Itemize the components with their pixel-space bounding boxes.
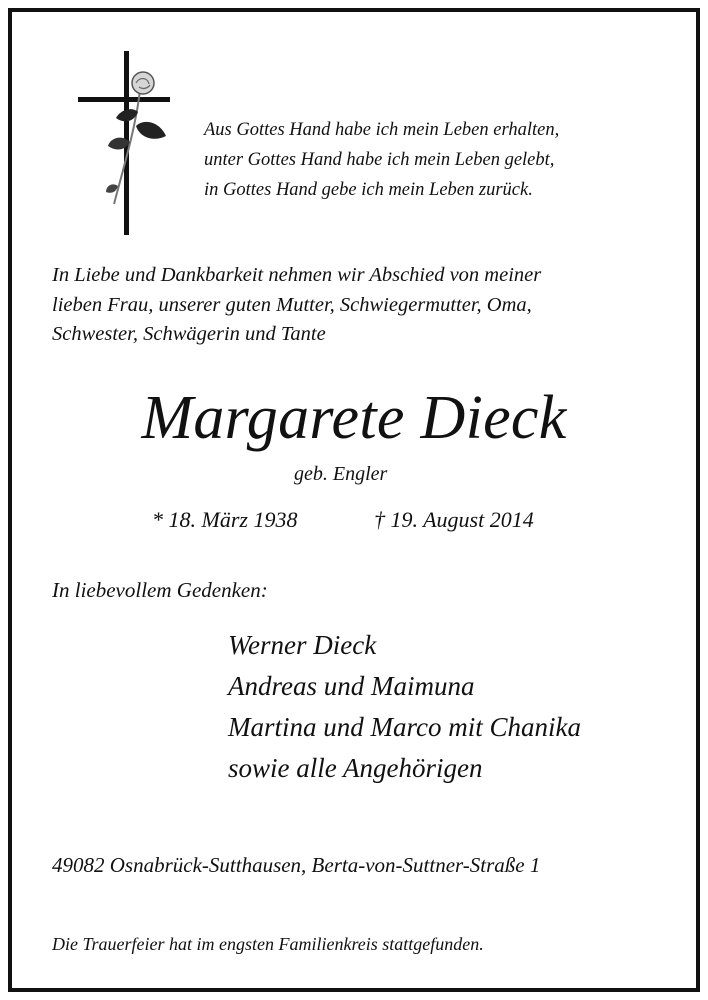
funeral-notice: Die Trauerfeier hat im engsten Familienkreis stattgefunden. — [52, 934, 484, 954]
mourner-name: Werner Dieck — [228, 630, 377, 660]
farewell-intro — [52, 261, 541, 350]
scripture-verse — [204, 115, 559, 205]
death-date: † 19. August 2014 — [374, 507, 534, 532]
address: 49082 Osnabrück-Sutthausen, Berta-von-Suttner-Straße 1 — [52, 853, 541, 877]
cross-with-rose-icon — [70, 46, 180, 242]
mourner-name: sowie alle Angehörigen — [228, 753, 483, 783]
mourner-name: Andreas und Maimuna — [228, 671, 475, 701]
intro-line: Schwester, Schwägerin und Tante — [52, 323, 326, 345]
mourners-list — [228, 625, 581, 789]
obituary-notice — [8, 8, 700, 992]
birth-date: * 18. März 1938 — [152, 507, 298, 532]
intro-line: lieben Frau, unserer guten Mutter, Schwiegermutter, Oma, — [52, 293, 532, 316]
maiden-name: geb. Engler — [294, 463, 388, 485]
verse-line: in Gottes Hand gebe ich mein Leben zurück. — [204, 180, 533, 200]
verse-line: unter Gottes Hand habe ich mein Leben gelebt, — [204, 150, 555, 170]
intro-line: In Liebe und Dankbarkeit nehmen wir Abschied von meiner — [52, 264, 542, 286]
mourner-name: Martina und Marco mit Chanika — [228, 712, 581, 742]
memory-line: In liebevollem Gedenken: — [52, 578, 268, 602]
deceased-name: Margarete Dieck — [141, 384, 567, 452]
verse-line: Aus Gottes Hand habe ich mein Leben erhalten, — [204, 120, 560, 140]
